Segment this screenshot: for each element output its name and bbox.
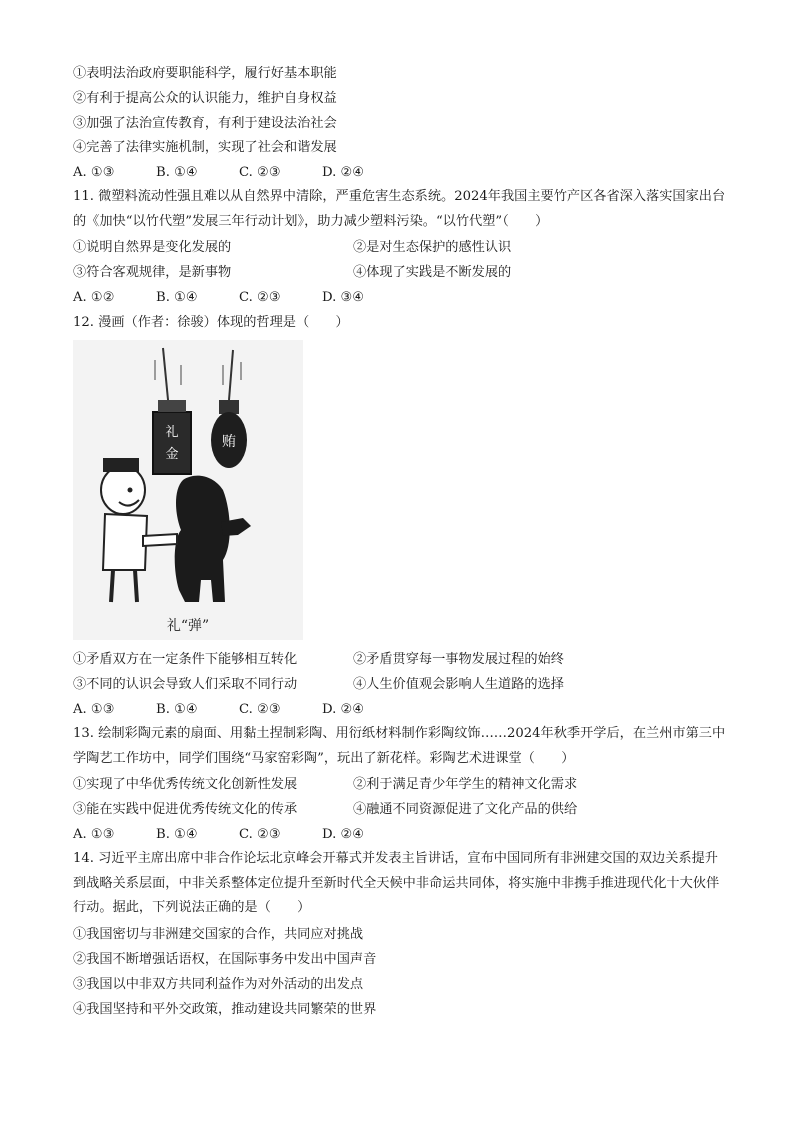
man-leg-right — [135, 570, 137, 602]
man-hat — [103, 458, 139, 472]
q11-choice-c: C. ②③ — [239, 290, 281, 305]
q11-choice-b: B. ①④ — [156, 290, 198, 305]
q12-choice-b: B. ①④ — [156, 702, 198, 717]
q13-choice-d: D. ②④ — [322, 827, 365, 842]
q13-options-row-1 — [73, 776, 578, 794]
gift-box — [153, 412, 191, 474]
q14-option-4: ④我国坚持和平外交政策，推动建设共同繁荣的世界 — [73, 1002, 377, 1017]
gift-box-label-2: 金 — [165, 447, 179, 462]
q10-option-4: ④完善了法律实施机制，实现了社会和谐发展 — [73, 140, 337, 155]
q11-option-4: ④体现了实践是不断发展的 — [353, 265, 512, 280]
q11-options-row-1 — [73, 239, 512, 257]
q13-option-3: ③能在实践中促进优秀传统文化的传承 — [73, 802, 298, 817]
q11-choice-d: D. ③④ — [322, 290, 365, 305]
q14-stem: 14. 习近平主席出席中非合作论坛北京峰会开幕式并发表主旨讲话，宣布中国同所有非洲建交国的双边关系提升到战略关系层面，中非关系整体定位提升至新时代全天候中非命运共同体，将实施中非携手推进现代化十大伙伴行动。据此，下列说法正确的是（ ） — [73, 851, 720, 915]
q11-stem: 11. 微塑料流动性强且难以从自然界中清除，严重危害生态系统。2024年我国主要竹产区各省深入落实国家出台的《加快“以竹代塑”发展三年行动计划》，助力减少塑料污染。“以竹代塑”（ ） — [73, 189, 726, 229]
q12-cartoon — [73, 340, 303, 640]
q11-option-2: ②是对生态保护的感性认识 — [353, 240, 512, 255]
cartoon-caption: 礼“弹” — [166, 618, 210, 634]
q12-options-row-1 — [73, 651, 564, 669]
q12-choice-d: D. ②④ — [322, 702, 365, 717]
q10-option-2: ②有利于提高公众的认识能力，维护自身权益 — [73, 91, 337, 106]
q14-option-3: ③我国以中非双方共同利益作为对外活动的出发点 — [73, 977, 364, 992]
q10-choice-c: C. ②③ — [239, 165, 281, 180]
man-body — [103, 514, 147, 570]
man-arm — [143, 534, 177, 546]
q12-option-1: ①矛盾双方在一定条件下能够相互转化 — [73, 652, 298, 667]
q13-choice-c: C. ②③ — [239, 827, 281, 842]
q12-option-4: ④人生价值观会影响人生道路的选择 — [353, 677, 564, 692]
q10-choice-a: A. ①③ — [73, 165, 115, 180]
q10-choice-d: D. ②④ — [322, 165, 365, 180]
q13-choice-b: B. ①④ — [156, 827, 198, 842]
q11-options-row-2 — [73, 264, 512, 282]
gift-box-label-1: 礼 — [165, 425, 179, 440]
q12-option-3: ③不同的认识会导致人们采取不同行动 — [73, 677, 298, 692]
q11-option-1: ①说明自然界是变化发展的 — [73, 240, 232, 255]
q13-options-row-2 — [73, 801, 578, 819]
q12-stem: 12. 漫画（作者：徐骏）体现的哲理是（ ） — [73, 315, 349, 330]
q12-choice-a: A. ①③ — [73, 702, 115, 717]
q14-option-1: ①我国密切与非洲建交国家的合作，共同应对挑战 — [73, 927, 364, 942]
q13-option-1: ①实现了中华优秀传统文化创新性发展 — [73, 777, 298, 792]
gift-box-top — [158, 400, 186, 412]
q13-option-2: ②利于满足青少年学生的精神文化需求 — [353, 777, 578, 792]
q12-option-2: ②矛盾贯穿每一事物发展过程的始终 — [353, 652, 564, 667]
bomb-fin — [219, 400, 239, 414]
man-eye — [128, 488, 133, 493]
q11-option-3: ③符合客观规律，是新事物 — [73, 265, 232, 280]
q10-option-1: ①表明法治政府要职能科学，履行好基本职能 — [73, 66, 337, 81]
bomb-label: 贿 — [222, 434, 236, 450]
q14-option-2: ②我国不断增强话语权，在国际事务中发出中国声音 — [73, 952, 377, 967]
man-leg-left — [111, 570, 113, 602]
q13-option-4: ④融通不同资源促进了文化产品的供给 — [353, 802, 578, 817]
man-head — [101, 466, 145, 514]
q12-choice-c: C. ②③ — [239, 702, 281, 717]
q11-choice-a: A. ①② — [73, 290, 115, 305]
q13-stem: 13. 绘制彩陶元素的扇面、用黏土捏制彩陶、用衍纸材料制作彩陶纹饰……2024年秋季开学后，在兰州市第三中学陶艺工作坊中，同学们围绕“马家窑彩陶”，玩出了新花样。彩陶艺术进课堂（ ） — [73, 726, 726, 766]
q10-choice-b: B. ①④ — [156, 165, 198, 180]
q10-option-3: ③加强了法治宣传教育，有利于建设法治社会 — [73, 116, 337, 131]
q13-choice-a: A. ①③ — [73, 827, 115, 842]
q12-options-row-2 — [73, 676, 564, 694]
